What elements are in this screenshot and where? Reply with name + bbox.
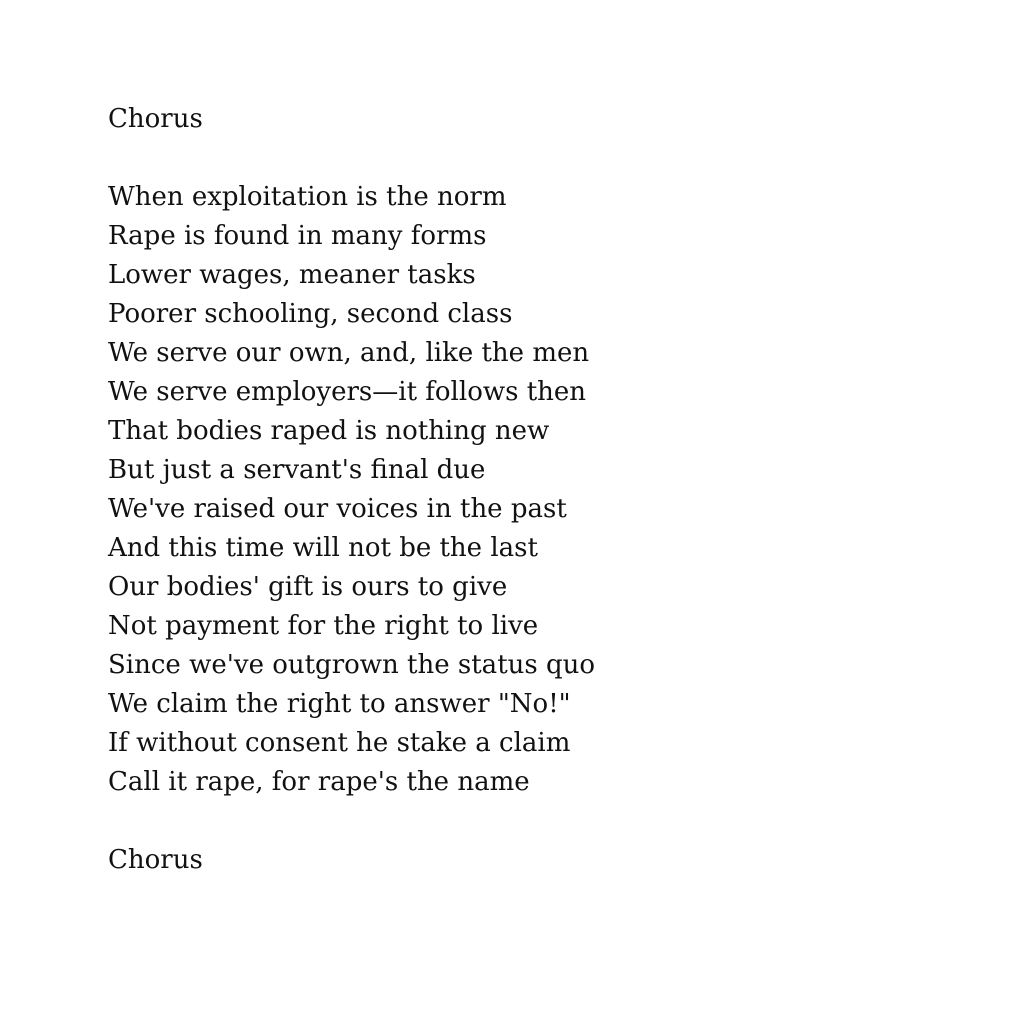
verse-line: When exploitation is the norm [108, 182, 507, 212]
verse-line: Rape is found in many forms [108, 221, 487, 251]
verse-line: Not payment for the right to live [108, 611, 539, 641]
verse-line: Poorer schooling, second class [108, 299, 513, 329]
verse-line: If without consent he stake a claim [108, 728, 571, 758]
verse-line: Lower wages, meaner tasks [108, 260, 476, 290]
verse-line: Call it rape, for rape's the name [108, 767, 530, 797]
verse-line: We serve employers—it follows then [108, 377, 587, 407]
chorus-heading-bottom: Chorus [108, 845, 203, 875]
verse-line: That bodies raped is nothing new [108, 416, 550, 446]
verse-line: Since we've outgrown the status quo [108, 650, 596, 680]
verse-line: We serve our own, and, like the men [108, 338, 590, 368]
verse-line: And this time will not be the last [108, 533, 538, 563]
verse-line: Our bodies' gift is ours to give [108, 572, 508, 602]
verse-line: We've raised our voices in the past [108, 494, 567, 524]
verse-line: We claim the right to answer "No!" [108, 689, 571, 719]
poem-text [108, 100, 595, 880]
verse [108, 178, 595, 802]
chorus-heading-top: Chorus [108, 104, 203, 134]
verse-line: But just a servant's final due [108, 455, 486, 485]
